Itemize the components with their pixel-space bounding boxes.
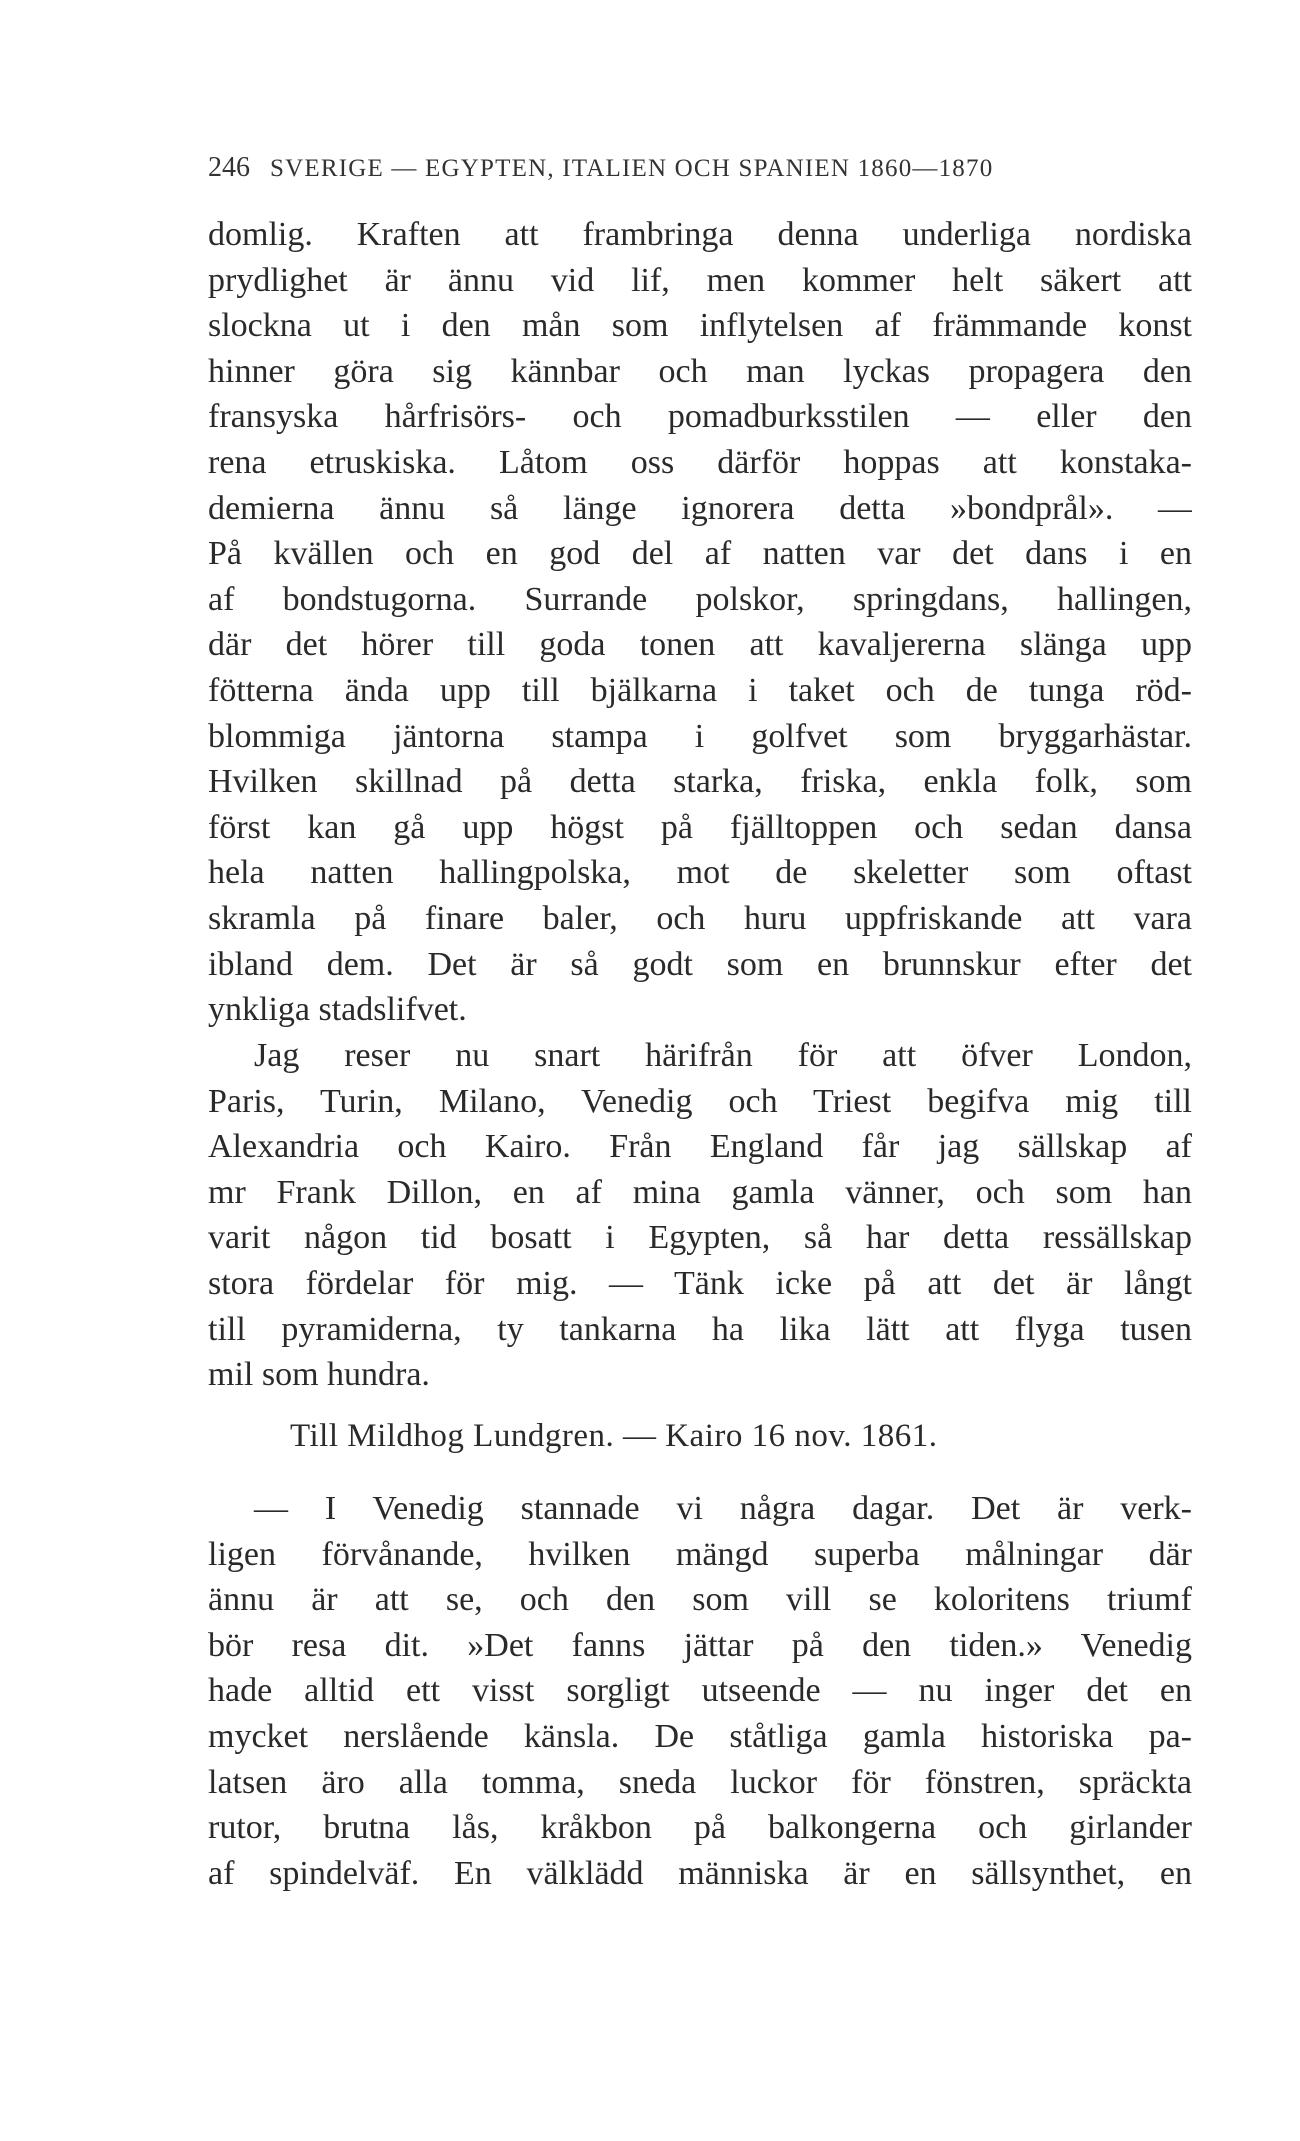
text-line: — I Venedig stannade vi några dagar. Det är verk- [254, 1490, 1192, 1527]
text-line: varit någon tid bosatt i Egypten, så har detta ressällskap [208, 1219, 1192, 1257]
text-line: ännu är att se, och den som vill se koloritens triumf [208, 1581, 1192, 1619]
text-line: mycket nerslående känsla. De ståtliga gamla historiska pa- [208, 1717, 1192, 1755]
text-line: Hvilken skillnad på detta starka, friska, enkla folk, som [208, 763, 1192, 801]
text-line: domlig. Kraften att frambringa denna underliga nordiska [208, 216, 1192, 253]
paragraph-1 [208, 212, 1192, 1033]
text-line: prydlighet är ännu vid lif, men kommer helt säkert att [208, 261, 1192, 299]
text-line: Paris, Turin, Milano, Venedig och Triest begifva mig till [208, 1082, 1192, 1120]
running-title: SVERIGE — EGYPTEN, ITALIEN OCH SPANIEN 1860—1870 [270, 155, 994, 182]
text-line: hade alltid ett visst sorgligt utseende — nu inger det en [208, 1672, 1192, 1710]
text-line: Alexandria och Kairo. Från England får jag sällskap af [208, 1128, 1192, 1166]
text-line: hinner göra sig kännbar och man lyckas propagera den [208, 352, 1192, 390]
text-line: slockna ut i den mån som inflytelsen af främmande konst [208, 307, 1192, 345]
text-line: ibland dem. Det är så godt som en brunnskur efter det [208, 945, 1192, 983]
text-line: bör resa dit. »Det fanns jättar på den tiden.» Venedig [208, 1626, 1192, 1664]
text-line: latsen äro alla tomma, sneda luckor för fönstren, spräckta [208, 1763, 1192, 1801]
running-header [208, 152, 1148, 184]
text-line: fransyska hårfrisörs- och pomadburksstilen — eller den [208, 398, 1192, 436]
text-line: af spindelväf. En välklädd människa är en sällsynthet, en [208, 1854, 1192, 1892]
text-line: ynkliga stadslifvet. [208, 991, 467, 1029]
page-number: 246 [208, 152, 250, 183]
paragraph-2 [208, 1033, 1192, 1398]
text-line: Jag reser nu snart härifrån för att öfver London, [254, 1037, 1192, 1074]
text-line: hela natten hallingpolska, mot de skeletter som oftast [208, 854, 1192, 892]
text-line: först kan gå upp högst på fjälltoppen och sedan dansa [208, 808, 1192, 846]
text-line: demierna ännu så länge ignorera detta »bondprål». — [208, 489, 1192, 527]
text-line: mil som hundra. [208, 1356, 430, 1394]
text-line: till pyramiderna, ty tankarna ha lika lätt att flyga tusen [208, 1310, 1192, 1348]
text-line: skramla på finare baler, och huru uppfriskande att vara [208, 899, 1192, 937]
text-line: fötterna ända upp till bjälkarna i taket och de tunga röd- [208, 671, 1192, 709]
text-line: rutor, brutna lås, kråkbon på balkongerna och girlander [208, 1809, 1192, 1847]
text-line: där det hörer till goda tonen att kavaljererna slänga upp [208, 626, 1192, 664]
text-line: af bondstugorna. Surrande polskor, springdans, hallingen, [208, 580, 1192, 618]
letter-heading: Till Mildhog Lundgren. — Kairo 16 nov. 1861. [290, 1418, 938, 1454]
paragraph-3 [208, 1486, 1192, 1896]
text-line: stora fördelar för mig. — Tänk icke på att det är långt [208, 1264, 1192, 1302]
text-line: rena etruskiska. Låtom oss därför hoppas att konstaka- [208, 443, 1192, 481]
text-line: blommiga jäntorna stampa i golfvet som bryggarhästar. [208, 717, 1192, 755]
text-line: mr Frank Dillon, en af mina gamla vänner, och som han [208, 1173, 1192, 1211]
text-line: ligen förvånande, hvilken mängd superba målningar där [208, 1535, 1192, 1573]
text-line: På kvällen och en god del af natten var det dans i en [208, 535, 1192, 573]
